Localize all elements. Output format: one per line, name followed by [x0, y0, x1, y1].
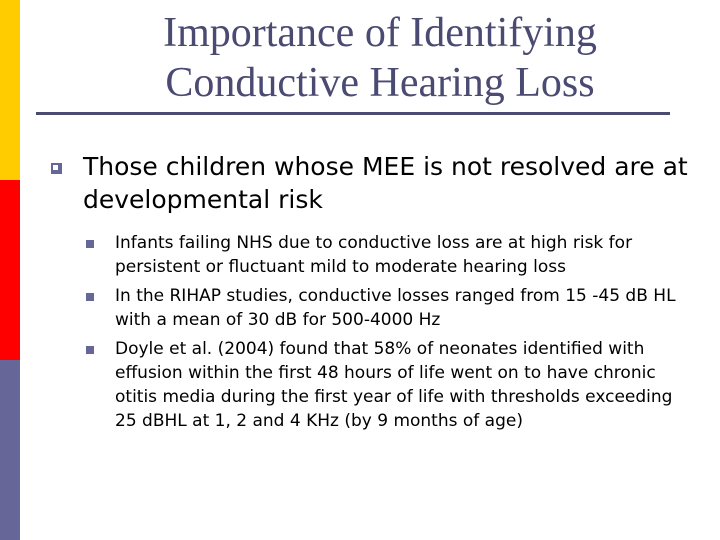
sub-bullet-item [50, 284, 690, 332]
sub-bullet-item [50, 231, 690, 279]
slide-title-line-1: Importance of Identifying [163, 10, 597, 56]
sub-bullet-text: In the RIHAP studies, conductive losses ranged from 15 -45 dB HL with a mean of 30 dB for 500-4000 Hz [115, 286, 676, 330]
sub-bullet-list [50, 231, 690, 433]
filled-square-bullet-icon [86, 293, 94, 301]
hollow-square-bullet-icon [51, 163, 62, 174]
main-bullet-text: Those children whose MEE is not resolved are at developmental risk [83, 152, 688, 214]
sidebar-accent-red [0, 180, 20, 360]
main-bullet [50, 150, 690, 216]
title-divider [36, 112, 670, 115]
sidebar-accent-purple [0, 360, 20, 540]
slide-title [40, 8, 720, 108]
sub-bullet-text: Infants failing NHS due to conductive loss are at high risk for persistent or fluctuant mild to moderate hearing loss [115, 233, 633, 277]
filled-square-bullet-icon [86, 346, 94, 354]
filled-square-bullet-icon [86, 240, 94, 248]
sub-bullet-item [50, 337, 690, 433]
slide-body [50, 150, 690, 433]
slide-title-line-2: Conductive Hearing Loss [165, 60, 595, 106]
sidebar-accent-yellow [0, 0, 20, 180]
sub-bullet-text: Doyle et al. (2004) found that 58% of neonates identified with effusion within the first 48 hours of life went on to have chronic otitis media during the first year of life with thresholds exceeding 25 dBHL at 1, 2 and 4 KHz (by 9 months of age) [115, 339, 673, 431]
